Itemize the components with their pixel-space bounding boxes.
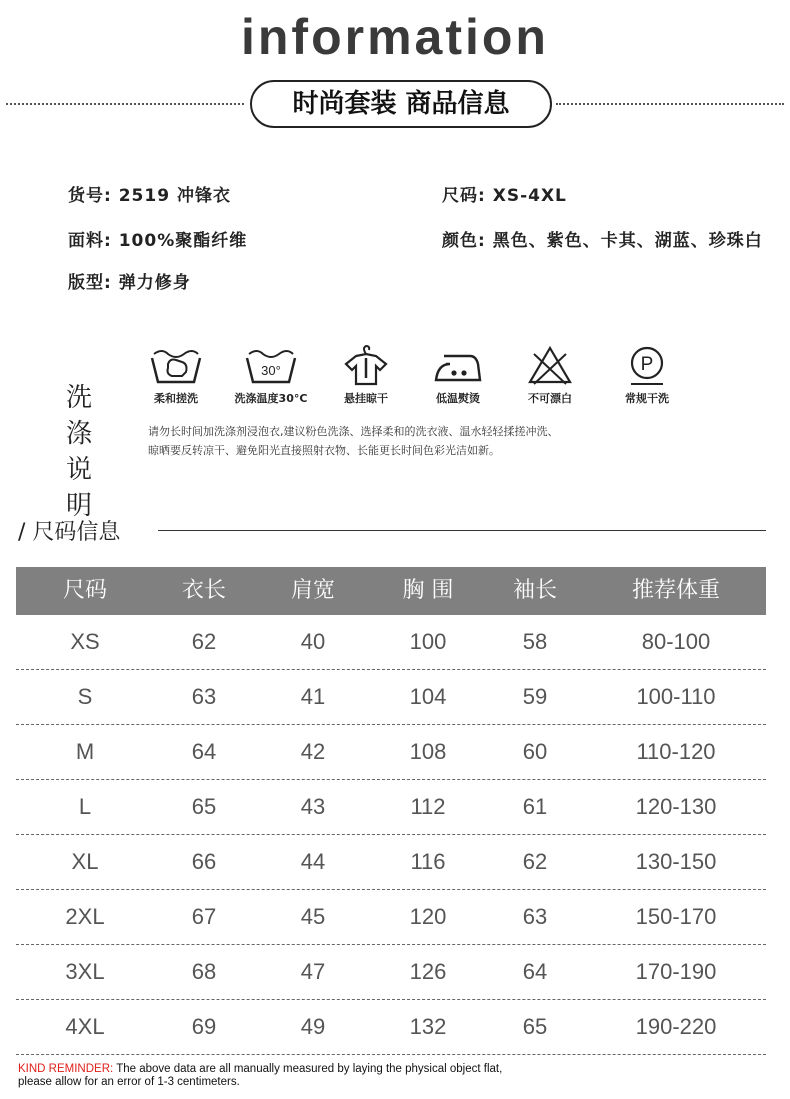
table-cell: 45 [300,904,326,929]
reminder-label: KIND REMINDER: [18,1063,114,1075]
table-cell: 63 [191,684,217,709]
table-cell: 43 [300,794,326,819]
care-label: 悬挂晾干 [344,392,388,405]
page-title: information [241,9,549,65]
washing-title-line1: 洗 涤 [66,383,99,449]
section-subtitle: 时尚套装 商品信息 [250,80,552,128]
column-header: 推荐体重 [631,578,720,603]
table-cell: 49 [300,1014,326,1039]
size-table-body [16,615,766,1055]
reminder-text: The above data are all manually measured by laying the physical object flat, [113,1063,503,1075]
table-cell: 60 [522,739,548,764]
table-cell: 59 [522,684,548,709]
table-cell: 190-220 [635,1014,717,1039]
table-cell: 112 [410,794,446,819]
table-cell: 62 [191,629,217,654]
table-row [16,890,766,945]
table-cell: 116 [410,849,446,874]
table-row [16,670,766,725]
size-table [16,567,766,1055]
table-cell: 61 [522,794,548,819]
table-cell: 80-100 [641,629,711,654]
table-cell: 100 [409,629,447,654]
size-heading-rule [158,530,766,531]
care-item-low-iron [415,344,501,406]
divider-left [6,103,244,105]
care-item-hang-dry [323,344,409,406]
table-cell: 132 [409,1014,447,1039]
table-row [16,725,766,780]
table-row [16,945,766,1000]
size-table-header [16,567,766,615]
table-cell: 65 [191,794,217,819]
care-item-wash-30 [228,344,314,406]
care-label: 柔和搓洗 [154,392,198,405]
size-range: 尺码: XS-4XL [442,186,567,206]
reminder-text-line2: please allow for an error of 1-3 centimeters. [18,1076,240,1088]
care-description-line2: 晾晒要反转凉干、避免阳光直接照射衣物、长能更长时间色彩光洁如新。 [148,444,500,457]
washing-title-line2: 说 明 [66,455,99,521]
care-label: 常规干洗 [625,392,669,405]
table-cell: 58 [522,629,548,654]
kind-reminder [18,1063,618,1089]
table-cell: L [78,794,92,819]
table-cell: XL [71,849,99,874]
care-description-line1: 请勿长时间加洗涤剂浸泡衣,建议粉色洗涤、选择柔和的洗衣液、温水轻轻揉搓冲洗、 [148,425,559,438]
table-cell: 42 [300,739,326,764]
table-cell: 64 [522,959,548,984]
table-cell: 41 [300,684,326,709]
care-item-dry-clean [604,344,690,406]
table-cell: 63 [522,904,548,929]
table-cell: 2XL [65,904,105,929]
table-cell: 126 [409,959,447,984]
column-header: 尺码 [62,578,107,603]
table-cell: 108 [409,739,447,764]
table-cell: 3XL [65,959,105,984]
table-cell: 104 [409,684,447,709]
size-info-heading: / 尺码信息 [18,520,121,545]
table-cell: 110-120 [636,739,716,764]
hang-dry-icon [338,344,394,386]
table-cell: 120 [409,904,447,929]
table-row [16,835,766,890]
dry-clean-symbol: P [640,354,654,375]
no-bleach-icon [522,344,578,386]
care-label: 低温熨烫 [436,392,480,405]
care-item-no-bleach [507,344,593,406]
wash-temp-symbol: 30° [261,363,281,378]
table-cell: 69 [191,1014,217,1039]
table-cell: 65 [522,1014,548,1039]
colors: 颜色: 黑色、紫色、卡其、湖蓝、珍珠白 [442,231,763,251]
care-item-hand-wash [133,344,219,406]
table-cell: 170-190 [635,959,717,984]
table-row [16,1000,766,1055]
table-row [16,780,766,835]
table-cell: 68 [191,959,217,984]
fabric: 面料: 100%聚酯纤维 [68,231,248,251]
fit-type: 版型: 弹力修身 [68,273,191,293]
table-cell: 66 [191,849,217,874]
column-header: 衣长 [181,578,226,603]
table-cell: 4XL [65,1014,105,1039]
table-cell: 64 [191,739,217,764]
hand-wash-icon [148,344,204,386]
table-cell: S [77,684,93,709]
table-cell: 150-170 [635,904,717,929]
column-header: 肩宽 [290,578,335,603]
low-iron-icon [430,344,486,386]
column-header: 胸 围 [402,578,454,603]
table-cell: M [75,739,95,764]
table-cell: 120-130 [635,794,717,819]
care-label: 洗涤温度30°C [234,392,308,405]
divider-right [556,103,784,105]
table-cell: 62 [522,849,548,874]
table-cell: 47 [300,959,326,984]
dry-clean-icon [619,344,675,386]
column-header: 袖长 [512,578,557,603]
table-cell: 67 [191,904,217,929]
wash-30-icon [243,344,299,386]
washing-instructions-title [66,380,136,524]
table-cell: 40 [300,629,326,654]
table-cell: 100-110 [636,684,716,709]
table-cell: 44 [300,849,326,874]
table-cell: 130-150 [635,849,717,874]
table-cell: XS [70,629,100,654]
care-label: 不可漂白 [528,392,572,405]
table-row [16,615,766,670]
item-number: 货号: 2519 冲锋衣 [68,186,231,206]
